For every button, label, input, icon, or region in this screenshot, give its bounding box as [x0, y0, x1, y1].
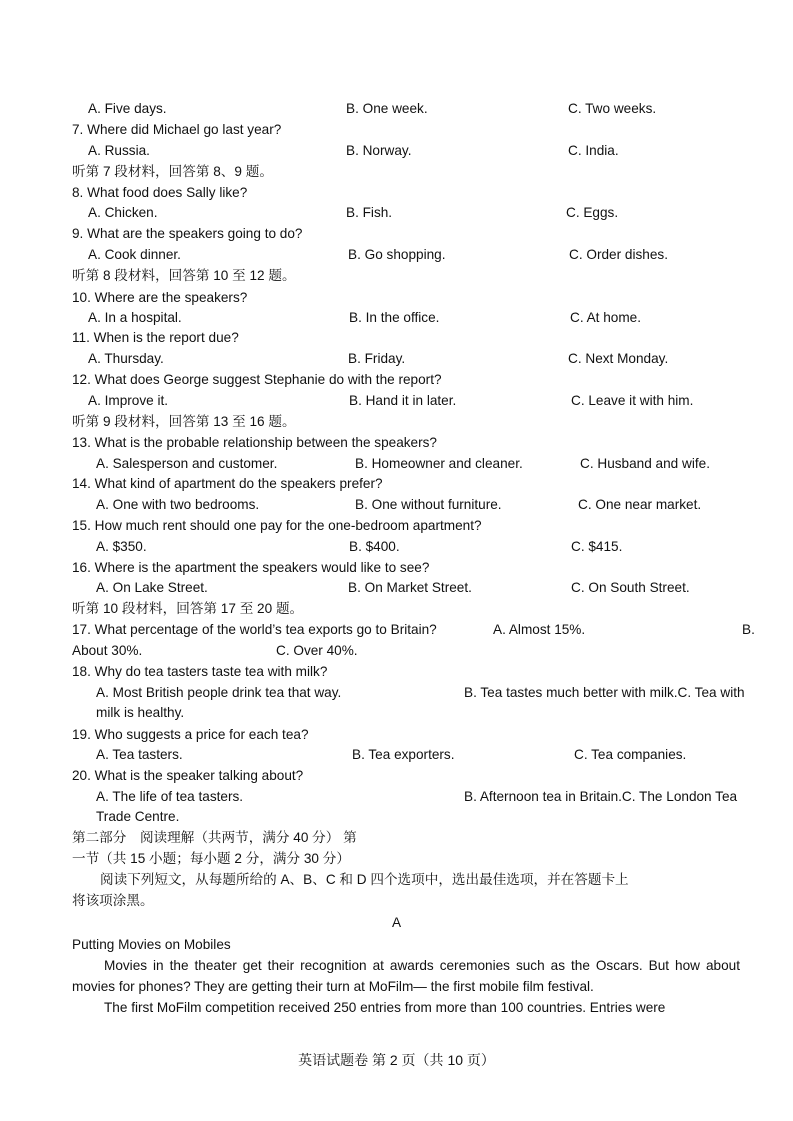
q18-option-a: A. Most British people drink tea that way. [96, 685, 342, 700]
q11-question: 11. When is the report due? [72, 330, 239, 345]
part2-heading-line1: 第二部分 阅读理解（共两节，满分 40 分） 第 [72, 830, 357, 845]
q16-option-b: B. On Market Street. [348, 580, 472, 595]
q11-option-a: A. Thursday. [88, 351, 164, 366]
instruction-part-9: 听第 9 段材料，回答第 13 至 16 题。 [72, 414, 296, 429]
q19-option-c: C. Tea companies. [574, 747, 687, 762]
q15-question: 15. How much rent should one pay for the one-bedroom apartment? [72, 518, 482, 533]
q10-option-c: C. At home. [570, 310, 642, 325]
q7-question: 7. Where did Michael go last year? [72, 122, 282, 137]
passage-paragraph-1: Movies in the theater get their recognition at awards ceremonies such as the Oscars. But how about movies for phones? They are getting their turn at MoFilm— the first mobile film festival. [72, 958, 740, 994]
q7-option-a: A. Russia. [88, 143, 150, 158]
q20-question: 20. What is the speaker talking about? [72, 768, 304, 783]
q18-option-b-c: B. Tea tastes much better with milk.C. Tea with [464, 685, 745, 700]
page-footer: 英语试题卷 第 2 页（共 10 页） [298, 1052, 495, 1068]
q16-option-a: A. On Lake Street. [96, 580, 208, 595]
q9-option-a: A. Cook dinner. [88, 247, 181, 262]
q20-option-a: A. The life of tea tasters. [96, 789, 244, 804]
q8-option-c: C. Eggs. [566, 205, 619, 220]
q12-option-b: B. Hand it in later. [349, 393, 457, 408]
q17-option-b-text: About 30%. [72, 643, 143, 658]
q12-question: 12. What does George suggest Stephanie do with the report? [72, 372, 442, 387]
q15-option-a: A. $350. [96, 539, 147, 554]
q6-option-a: A. Five days. [88, 101, 167, 116]
q14-question: 14. What kind of apartment do the speakers prefer? [72, 476, 383, 491]
q6-option-b: B. One week. [346, 101, 428, 116]
q13-question: 13. What is the probable relationship between the speakers? [72, 435, 437, 450]
q20-option-b-c: B. Afternoon tea in Britain.C. The London Tea [464, 789, 738, 804]
q14-option-c: C. One near market. [578, 497, 702, 512]
q10-option-a: A. In a hospital. [88, 310, 182, 325]
q14-option-b: B. One without furniture. [355, 497, 502, 512]
q11-option-c: C. Next Monday. [568, 351, 669, 366]
reading-instructions-line1: 阅读下列短文，从每题所给的 A、B、C 和 D 四个选项中，选出最佳选项，并在答题卡上 [100, 872, 629, 887]
q17-option-c: C. Over 40%. [276, 643, 358, 658]
q7-option-c: C. India. [568, 143, 619, 158]
q12-option-c: C. Leave it with him. [571, 393, 694, 408]
q10-question: 10. Where are the speakers? [72, 290, 248, 305]
q19-question: 19. Who suggests a price for each tea? [72, 727, 309, 742]
q17-option-b-letter: B. [742, 622, 755, 637]
q9-option-b: B. Go shopping. [348, 247, 446, 262]
q9-option-c: C. Order dishes. [569, 247, 668, 262]
q19-option-b: B. Tea exporters. [352, 747, 455, 762]
q8-option-b: B. Fish. [346, 205, 393, 220]
q17-question: 17. What percentage of the world’s tea exports go to Britain? [72, 622, 437, 637]
q8-question: 8. What food does Sally like? [72, 185, 248, 200]
q18-option-c-continued: milk is healthy. [96, 705, 185, 720]
q9-question: 9. What are the speakers going to do? [72, 226, 303, 241]
q15-option-b: B. $400. [349, 539, 400, 554]
instruction-part-8: 听第 8 段材料，回答第 10 至 12 题。 [72, 268, 296, 283]
q13-option-a: A. Salesperson and customer. [96, 456, 278, 471]
part2-heading-line2: 一节（共 15 小题；每小题 2 分，满分 30 分） [72, 851, 350, 866]
instruction-part-10: 听第 10 段材料，回答第 17 至 20 题。 [72, 601, 304, 616]
instruction-part-7: 听第 7 段材料，回答第 8、9 题。 [72, 164, 273, 179]
section-label: A [391, 915, 402, 930]
q19-option-a: A. Tea tasters. [96, 747, 183, 762]
q11-option-b: B. Friday. [348, 351, 406, 366]
q13-option-b: B. Homeowner and cleaner. [355, 456, 523, 471]
q13-option-c: C. Husband and wife. [580, 456, 710, 471]
passage-title: Putting Movies on Mobiles [72, 937, 231, 952]
q7-option-b: B. Norway. [346, 143, 412, 158]
q17-option-a: A. Almost 15%. [493, 622, 586, 637]
q16-question: 16. Where is the apartment the speakers would like to see? [72, 560, 430, 575]
q20-option-c-continued: Trade Centre. [96, 809, 180, 824]
passage-paragraph-2: The first MoFilm competition received 250 entries from more than 100 countries. Entries were [104, 1000, 666, 1015]
q12-option-a: A. Improve it. [88, 393, 169, 408]
q16-option-c: C. On South Street. [571, 580, 690, 595]
q8-option-a: A. Chicken. [88, 205, 158, 220]
q18-question: 18. Why do tea tasters taste tea with milk? [72, 664, 328, 679]
q14-option-a: A. One with two bedrooms. [96, 497, 260, 512]
q15-option-c: C. $415. [571, 539, 623, 554]
q10-option-b: B. In the office. [349, 310, 440, 325]
reading-instructions-line2: 将该项涂黑。 [72, 893, 154, 908]
q6-option-c: C. Two weeks. [568, 101, 657, 116]
